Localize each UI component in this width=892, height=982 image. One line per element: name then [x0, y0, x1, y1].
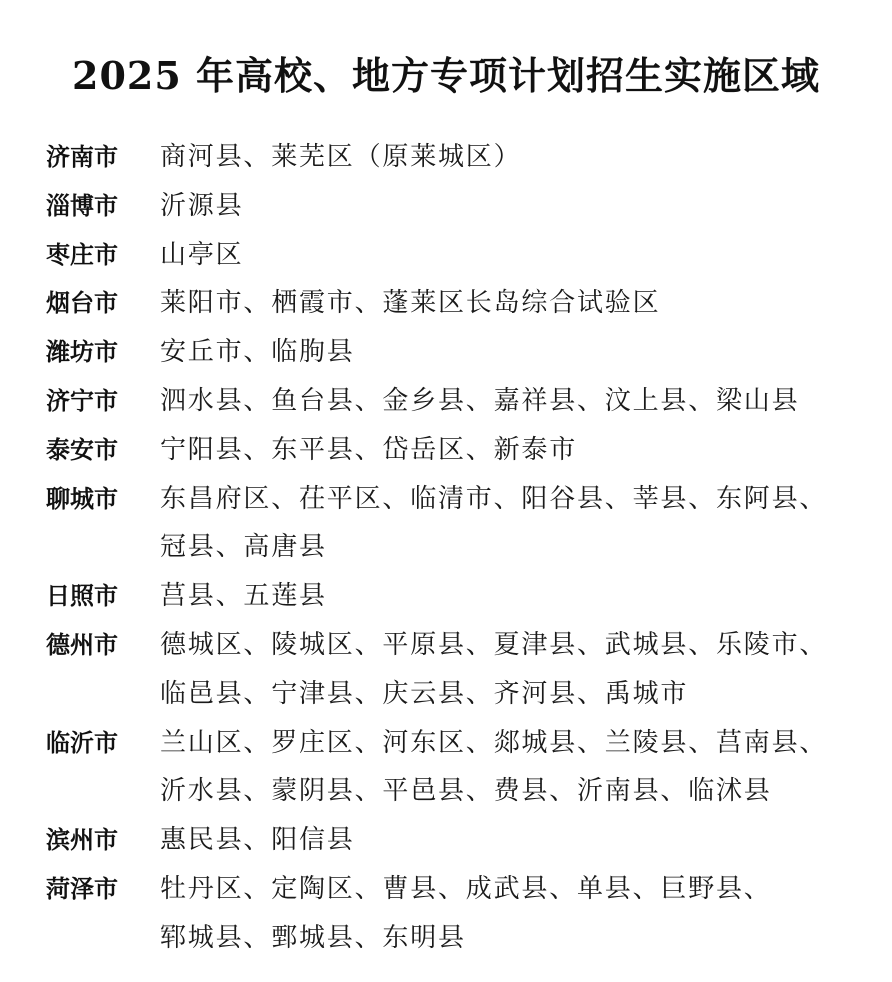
- county-line: 牡丹区、定陶区、曹县、成武县、单县、巨野县、: [160, 873, 772, 904]
- county-line: 德城区、陵城区、平原县、夏津县、武城县、乐陵市、: [160, 629, 828, 660]
- county-line: 安丘市、临朐县: [160, 337, 355, 368]
- city-name: 临沂市: [46, 728, 118, 757]
- city-name: 泰安市: [46, 435, 118, 464]
- region-list: [46, 133, 876, 963]
- county-list: [160, 377, 876, 426]
- city-name: 烟台市: [46, 289, 118, 318]
- county-line: 宁阳县、东平县、岱岳区、新泰市: [160, 434, 578, 465]
- county-line: 东昌府区、茌平区、临清市、阳谷县、莘县、东阿县、: [160, 483, 828, 514]
- county-line: 莒县、五莲县: [160, 581, 327, 612]
- city-name: 枣庄市: [46, 240, 118, 269]
- city-name: 潍坊市: [46, 338, 118, 367]
- county-line: 沂水县、蒙阴县、平邑县、费县、沂南县、临沭县: [160, 776, 772, 807]
- region-row: [46, 182, 876, 231]
- region-row: [46, 816, 876, 865]
- county-line: 冠县、高唐县: [160, 532, 327, 563]
- county-list: [160, 328, 876, 377]
- county-list: [160, 865, 876, 963]
- county-line: 沂源县: [160, 190, 244, 221]
- county-line: 惠民县、阳信县: [160, 825, 355, 856]
- region-row: [46, 279, 876, 328]
- county-line: 山亭区: [160, 239, 244, 270]
- city-name: 菏泽市: [46, 874, 118, 903]
- county-list: [160, 279, 876, 328]
- region-row: [46, 426, 876, 475]
- region-row: [46, 719, 876, 817]
- region-row: [46, 133, 876, 182]
- county-list: [160, 475, 876, 573]
- county-list: [160, 719, 876, 817]
- region-row: [46, 621, 876, 719]
- county-line: 兰山区、罗庄区、河东区、郯城县、兰陵县、莒南县、: [160, 727, 828, 758]
- region-row: [46, 231, 876, 280]
- county-line: 郓城县、鄄城县、东明县: [160, 922, 466, 953]
- county-list: [160, 231, 876, 280]
- region-row: [46, 328, 876, 377]
- region-row: [46, 475, 876, 573]
- county-line: 商河县、莱芜区（原莱城区）: [160, 142, 522, 172]
- county-line: 临邑县、宁津县、庆云县、齐河县、禹城市: [160, 678, 689, 709]
- county-list: [160, 621, 876, 719]
- county-list: [160, 816, 876, 865]
- county-line: 莱阳市、栖霞市、蓬莱区长岛综合试验区: [160, 288, 661, 319]
- county-line: 泗水县、鱼台县、金乡县、嘉祥县、汶上县、梁山县: [160, 385, 800, 416]
- city-name: 聊城市: [46, 484, 118, 513]
- city-name: 德州市: [46, 630, 118, 659]
- county-list: [160, 182, 876, 231]
- city-name: 济南市: [46, 143, 118, 171]
- county-list: [160, 572, 876, 621]
- county-list: [160, 133, 876, 182]
- city-name: 滨州市: [46, 826, 118, 855]
- city-name: 日照市: [46, 582, 118, 611]
- region-row: [46, 865, 876, 963]
- county-list: [160, 426, 876, 475]
- page-title: 2025 年高校、地方专项计划招生实施区域: [72, 53, 820, 99]
- region-row: [46, 377, 876, 426]
- city-name: 济宁市: [46, 386, 118, 415]
- region-row: [46, 572, 876, 621]
- city-name: 淄博市: [46, 191, 118, 220]
